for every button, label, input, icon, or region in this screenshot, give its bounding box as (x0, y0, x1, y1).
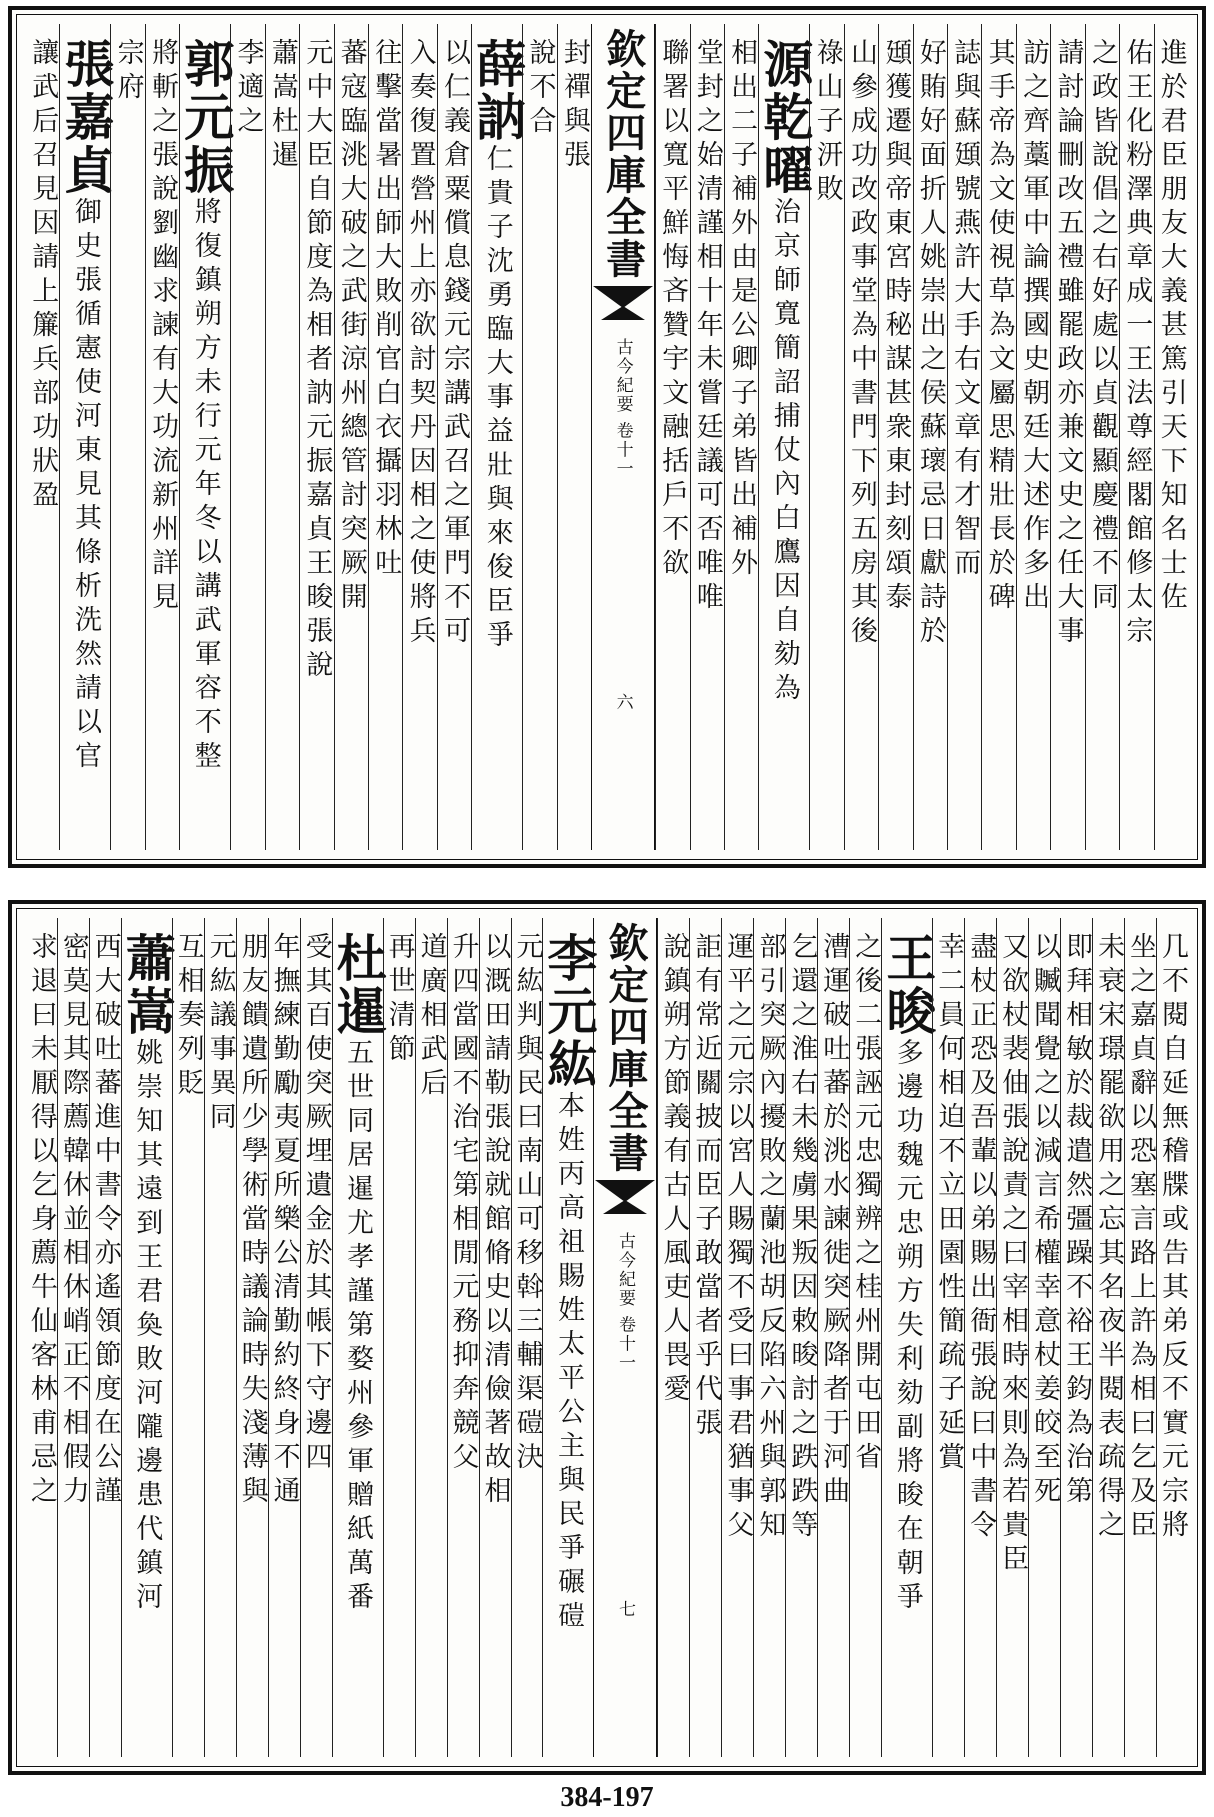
text-column (753, 918, 785, 1757)
spine-folio: 七 (614, 1600, 635, 1617)
column-text: 西大破吐蕃進中書令亦遙領節度在公謹 (89, 932, 121, 1510)
text-column (690, 24, 724, 850)
column-text: 進於君臣朋友大義甚篤引天下知名士佐 (1155, 38, 1187, 616)
entry-heading: 李元紘 (539, 932, 599, 1091)
column-text: 山參成功改政事堂為中書門下列五房其後 (845, 38, 877, 650)
column-text: 以溉田請勒張說就館脩史以清儉著故相 (479, 932, 511, 1510)
column-text: 年撫練勤勵夷夏所樂公清勤約終身不通 (268, 932, 300, 1510)
column-text: 蕃寇臨洮大破之武街涼州總管討突厥開 (335, 38, 367, 616)
fishtail-mark-lower (603, 1200, 647, 1214)
column-text: 相出二子補外由是公卿子弟皆出補外 (726, 38, 758, 582)
text-column (145, 24, 179, 850)
text-column (1124, 918, 1156, 1757)
text-column (26, 24, 59, 850)
column-text: 升四當國不治宅第相閒元務抑奔競父 (447, 932, 479, 1476)
column-text: 祿山子汧敗 (811, 38, 843, 208)
text-column (932, 918, 964, 1757)
text-column (1060, 918, 1092, 1757)
column-text: 多邊功魏元忠朔方失利劾副將晙在朝爭 (891, 1038, 923, 1616)
text-column (724, 24, 758, 850)
text-column (1154, 24, 1188, 850)
text-column (657, 918, 689, 1757)
text-column (996, 918, 1028, 1757)
text-column (817, 918, 849, 1757)
text-column (755, 24, 815, 850)
column-text: 詎有常近關披而臣子敢當者乎代張 (690, 932, 722, 1442)
text-column (26, 918, 57, 1757)
fishtail-mark-lower (601, 306, 645, 320)
text-column (468, 24, 528, 850)
text-column (522, 24, 556, 850)
column-text: 說不合 (524, 38, 556, 140)
text-column (655, 24, 689, 850)
text-column (913, 24, 947, 850)
lower-leaf-text (26, 918, 1188, 1757)
column-text: 治京師寬簡詔捕仗內白鷹因自劾為 (768, 197, 800, 707)
page-number: 384-197 (560, 1782, 654, 1813)
text-column (56, 24, 116, 850)
text-column (415, 918, 447, 1757)
text-column (110, 24, 144, 850)
text-column (89, 918, 121, 1757)
column-text: 運平之元宗以宮人賜獨不受曰事君猶事父 (722, 932, 754, 1544)
column-text: 坐之嘉貞辭以恐塞言路上許為相曰乞及臣 (1125, 932, 1157, 1544)
column-text: 以仁義倉粟償息錢元宗講武召之軍門不可 (439, 38, 471, 650)
column-text: 受其百使突厥埋遺金於其帳下守邊四 (300, 932, 332, 1476)
column-text: 封禪與張 (558, 38, 590, 174)
column-text: 幸二員何相迫不立田園性簡疏子延賞 (933, 932, 965, 1476)
column-text: 訪之齊藁軍中論撰國史朝廷大述作多出 (1018, 38, 1050, 616)
entry-heading: 源乾曜 (755, 38, 815, 197)
column-text: 即拜相敏於裁遣然彊躁不裕王鈞為治第 (1061, 932, 1093, 1510)
entry-heading: 王晙 (878, 932, 938, 1038)
text-column (964, 918, 996, 1757)
text-column (1016, 24, 1050, 850)
column-text: 誌與蘇頲號燕許大手右文章有才智而 (949, 38, 981, 582)
text-column (172, 918, 204, 1757)
column-text: 御史張循憲使河東見其條析洗然請以官 (69, 197, 101, 775)
text-column (539, 918, 599, 1757)
text-column (878, 24, 912, 850)
spine-subtitle: 古今紀要 卷十一 (612, 338, 633, 479)
text-column (1156, 918, 1188, 1757)
spine-title: 欽定四庫全書 (601, 922, 649, 1174)
column-text: 道廣相武后 (415, 932, 447, 1102)
column-text: 之政皆說倡之右好處以貞觀顯慶禮不同 (1086, 38, 1118, 616)
column-text: 佑王化粉澤典章成一王法尊經閣館修太宗 (1121, 38, 1153, 650)
text-column (479, 918, 511, 1757)
text-column (1085, 24, 1119, 850)
column-text: 元紘判與民曰南山可移斡三輔渠磑決 (511, 932, 543, 1476)
text-column (230, 24, 264, 850)
text-column (437, 24, 471, 850)
column-text: 宗府 (112, 38, 144, 106)
text-column (557, 24, 591, 850)
column-text: 又欲杖裴伷張說責之曰宰相時來則為若貴臣 (997, 932, 1029, 1578)
text-column (383, 918, 415, 1757)
column-text: 好賄好面折人姚崇出之侯蘇瓌忌日獻詩於 (914, 38, 946, 650)
text-column (57, 918, 89, 1757)
column-text: 以贓聞覺之以減言希權幸意杖姜皎至死 (1029, 932, 1061, 1510)
upper-leaf-text (26, 24, 1188, 850)
text-column (1050, 24, 1084, 850)
lower-spine (593, 918, 657, 1757)
spine-subtitle: 古今紀要 卷十一 (614, 1232, 635, 1373)
spine-folio: 六 (612, 693, 633, 710)
column-text: 入奏復置營州上亦欲討契丹因相之使將兵 (404, 38, 436, 650)
column-text: 再世清節 (383, 932, 415, 1068)
column-text: 元中大臣自節度為相者訥元振嘉貞王晙張說 (301, 38, 333, 684)
column-text: 往擊當暑出師大敗削官白衣攝羽林吐 (370, 38, 402, 582)
column-text: 盡杖正恐及吾輩以弟賜出衙張說曰中書令 (965, 932, 997, 1544)
entry-heading: 薛訥 (468, 38, 528, 144)
fishtail-mark (595, 1180, 655, 1202)
column-text: 說鎮朔方節義有古人風吏人畏愛 (658, 932, 690, 1408)
fishtail-mark (593, 286, 653, 308)
column-text: 五世同居暹尤孝謹第婺州參軍贈紙萬番 (342, 1038, 374, 1616)
text-column (844, 24, 878, 850)
text-column (981, 24, 1015, 850)
column-text: 朋友饋遺所少學術當時議論時失淺薄與 (236, 932, 268, 1510)
entry-heading: 蕭嵩 (117, 932, 177, 1038)
text-column (268, 918, 300, 1757)
text-column (368, 24, 402, 850)
text-column (265, 24, 299, 850)
text-column (447, 918, 479, 1757)
spine-title: 欽定四庫全書 (599, 28, 647, 280)
entry-heading: 郭元振 (176, 38, 236, 197)
text-column (176, 24, 236, 850)
column-text: 其手帝為文使視草為文屬思精壯長於碑 (983, 38, 1015, 616)
entry-heading: 杜暹 (328, 932, 388, 1038)
column-text: 漕運破吐蕃於洮水諫徙突厥降者于河曲 (818, 932, 850, 1510)
column-text: 本姓丙高祖賜姓太平公主與民爭碾磑 (552, 1091, 584, 1635)
upper-leaf (8, 6, 1206, 868)
column-text: 未衰宋璟罷欲用之忘其名夜半閱表疏得之 (1093, 932, 1125, 1544)
column-text: 將斬之張說劉幽求諫有大功流新州詳見 (147, 38, 179, 616)
text-column (1119, 24, 1153, 850)
column-text: 几不閱自延無稽牒或告其弟反不實元宗將 (1157, 932, 1189, 1544)
column-text: 請討論刪改五禮雖罷政亦兼文史之任大事 (1052, 38, 1084, 650)
text-column (511, 918, 543, 1757)
text-column (204, 918, 236, 1757)
column-text: 李適之 (232, 38, 264, 140)
entry-heading: 張嘉貞 (56, 38, 116, 197)
text-column (334, 24, 368, 850)
text-column (402, 24, 436, 850)
column-text: 將復鎮朔方未行元年冬以講武軍容不整 (189, 197, 221, 775)
text-column (300, 918, 332, 1757)
text-column (328, 918, 388, 1757)
upper-spine (591, 24, 655, 850)
column-text: 部引突厥內擾敗之蘭池胡反陷六州與郭知 (754, 932, 786, 1544)
column-text: 姚崇知其遠到王君奐敗河隴邊患代鎮河 (131, 1038, 163, 1616)
column-text: 互相奏列貶 (172, 932, 204, 1102)
column-text: 乞還之淮右未幾虜果叛因敕晙討之跌跌等 (786, 932, 818, 1544)
text-column (785, 918, 817, 1757)
column-text: 求退曰未厭得以乞身薦牛仙客林甫忌之 (25, 932, 57, 1510)
text-column (236, 918, 268, 1757)
text-column (947, 24, 981, 850)
column-text: 密莫見其際薦韓休並相休峭正不相假力 (57, 932, 89, 1510)
text-column (689, 918, 721, 1757)
column-text: 頲獲遷與帝東宮時秘謀甚衆東封刻頌泰 (880, 38, 912, 616)
column-text: 之後二張誣元忠獨辨之桂州開屯田省 (850, 932, 882, 1476)
text-column (809, 24, 843, 850)
column-text: 仁貴子沈勇臨大事益壯與來俊臣爭 (481, 144, 513, 654)
text-column (1028, 918, 1060, 1757)
column-text: 元紘議事異同 (204, 932, 236, 1136)
text-column (878, 918, 938, 1757)
text-column (721, 918, 753, 1757)
column-text: 聯署以寬平鮮悔吝贊宇文融括戶不欲 (657, 38, 689, 582)
column-text: 讓武后召見因請上簾兵部功狀盈 (27, 38, 59, 514)
text-column (117, 918, 177, 1757)
text-column (849, 918, 881, 1757)
lower-leaf (8, 900, 1206, 1775)
column-text: 堂封之始清謹相十年未嘗廷議可否唯唯 (691, 38, 723, 616)
text-column (1092, 918, 1124, 1757)
column-text: 蕭嵩杜暹 (266, 38, 298, 174)
text-column (299, 24, 333, 850)
